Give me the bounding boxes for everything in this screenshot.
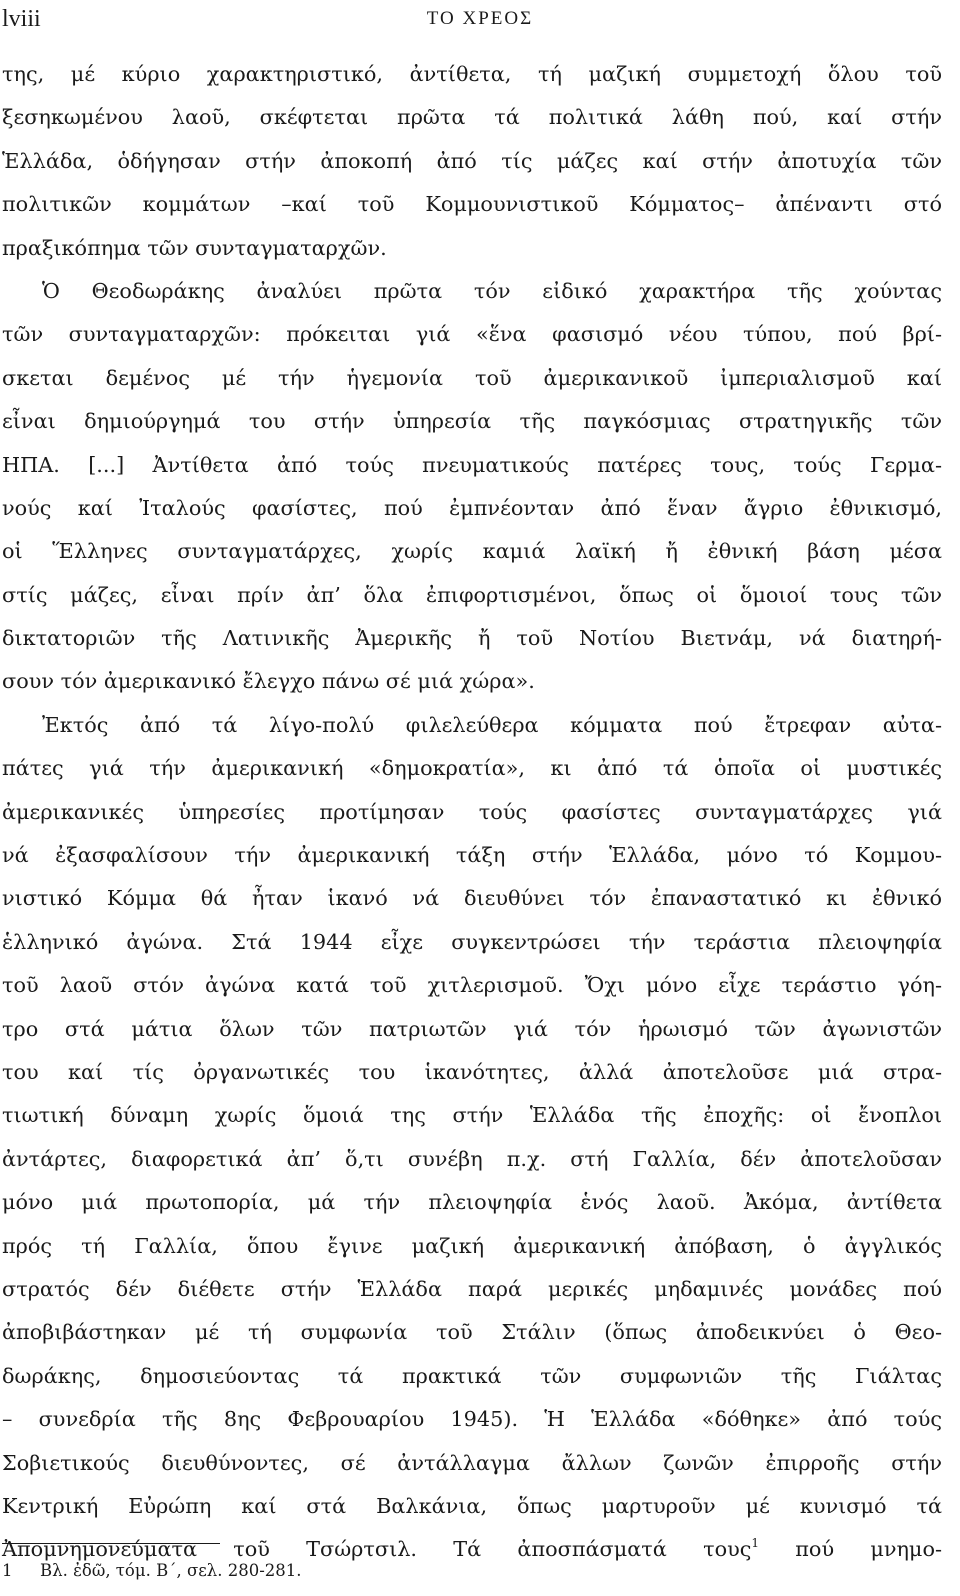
text-line: ἀντάρτες, διαφορετικά ἀπ’ ὅ,τι συνέβη π.χ. στή Γαλλία, δέν ἀποτελοῦσαν [2, 1146, 942, 1171]
text-fragment: Ἀπομνημονεύματα τοῦ Τσώρτσιλ. Τά ἀποσπάσματά τους [2, 1537, 752, 1562]
text-line: σουν τόν ἀμερικανικό ἔλεγχο πάνω σέ μιά χώρα». [2, 669, 535, 694]
text-line: εἶναι δημιούργημά του στήν ὑπηρεσία τῆς παγκόσμιας στρατηγικῆς τῶν [2, 409, 942, 434]
paragraph-first-line: Ἐκτός ἀπό τά λίγο-πολύ φιλελεύθερα κόμματα πού ἔτρεφαν αὐτα- [42, 712, 942, 737]
text-line: πάτες γιά τήν ἀμερικανική «δημοκρατία», κι ἀπό τά ὁποῖα οἱ μυστικές [2, 756, 942, 781]
text-line: δωράκης, δημοσιεύοντας τά πρακτικά τῶν συμφωνιῶν τῆς Γιάλτας [2, 1363, 942, 1388]
text-line: του καί τίς ὀργανωτικές του ἱκανότητες, ἀλλά ἀποτελοῦσε μιά στρα- [2, 1059, 942, 1084]
text-line: στρατός δέν διέθετε στήν Ἑλλάδα παρά μερικές μηδαμινές μονάδες πού [2, 1276, 942, 1301]
text-line: νούς καί Ἰταλούς φασίστες, πού ἐμπνέονταν ἀπό ἕναν ἄγριο ἐθνικισμό, [2, 495, 942, 520]
text-line: τιωτική δύναμη χωρίς ὅμοιά της στήν Ἑλλάδα τῆς ἐποχῆς: οἱ ἔνοπλοι [2, 1103, 942, 1128]
text-line: νιστικό Κόμμα θά ἦταν ἱκανό νά διευθύνει τόν ἐπαναστατικό κι ἐθνικό [2, 886, 942, 911]
footnote-number: 1 [2, 1561, 13, 1580]
text-line: οἱ Ἕλληνες συνταγματάρχες, χωρίς καμιά λαϊκή ἤ ἐθνική βάση μέσα [2, 539, 942, 564]
text-fragment: πού μνημο- [795, 1537, 942, 1562]
text-line: ἀμερικανικές ὑπηρεσίες προτίμησαν τούς φασίστες συνταγματάρχες γιά [2, 799, 942, 824]
text-line: σκεται δεμένος μέ τήν ἡγεμονία τοῦ ἀμερικανικοῦ ἰμπεριαλισμοῦ καί [2, 365, 942, 390]
text-line: – συνεδρία τῆς 8ης Φεβρουαρίου 1945). Ἡ Ἑλλάδα «δόθηκε» ἀπό τούς [2, 1407, 942, 1432]
paragraph-first-line: Ὁ Θεοδωράκης ἀναλύει πρῶτα τόν εἰδικό χαρακτήρα τῆς χούντας [42, 278, 942, 303]
footnote-text: Βλ. ἐδῶ, τόμ. Β΄, σελ. 280-281. [40, 1561, 302, 1580]
running-title: ΤΟ ΧΡΕΟΣ [426, 8, 534, 29]
footnote-reference[interactable]: 1 [751, 1536, 760, 1551]
text-line: ἑλληνικό ἀγώνα. Στά 1944 εἶχε συγκεντρώσει τήν τεράστια πλειοψηφία [2, 929, 942, 954]
text-line: της, μέ κύριο χαρακτηριστικό, ἀντίθετα, τή μαζική συμμετοχή ὅλου τοῦ [2, 62, 942, 86]
footnote-rule [2, 1543, 220, 1544]
text-line: στίς μάζες, εἶναι πρίν ἀπ’ ὅλα ἐπιφορτισμένοι, ὅπως οἱ ὅμοιοί τους τῶν [2, 582, 942, 607]
text-line: Σοβιετικούς διευθύνοντες, σέ ἀντάλλαγμα ἄλλων ζωνῶν ἐπιρροῆς στήν [2, 1450, 942, 1475]
text-line: τῶν συνταγματαρχῶν: πρόκειται γιά «ἕνα φασισμό νέου τύπου, πού βρί- [2, 322, 942, 347]
text-line: πραξικόπημα τῶν συνταγματαρχῶν. [2, 235, 387, 260]
text-line: Κεντρική Εὐρώπη καί στά Βαλκάνια, ὅπως μαρτυροῦν μέ κυνισμό τά [2, 1493, 942, 1518]
text-line: τρο στά μάτια ὅλων τῶν πατριωτῶν γιά τόν ἡρωισμό τῶν ἀγωνιστῶν [2, 1016, 942, 1041]
body-text [2, 53, 942, 1572]
text-line: ἀποβιβάστηκαν μέ τή συμφωνία τοῦ Στάλιν (ὅπως ἀποδεικνύει ὁ Θεο- [2, 1320, 942, 1345]
text-line: Ἑλλάδα, ὁδήγησαν στήν ἀποκοπή ἀπό τίς μάζες καί στήν ἀποτυχία τῶν [2, 148, 942, 173]
text-line: πρός τή Γαλλία, ὅπου ἔγινε μαζική ἀμερικανική ἀπόβαση, ὁ ἀγγλικός [2, 1233, 942, 1258]
text-line: ξεσηκωμένου λαοῦ, σκέφτεται πρῶτα τά πολιτικά λάθη πού, καί στήν [2, 105, 942, 130]
text-line: δικτατοριῶν τῆς Λατινικῆς Ἀμερικῆς ἤ τοῦ Νοτίου Βιετνάμ, νά διατηρή- [2, 626, 942, 651]
footnote [2, 1556, 302, 1586]
text-line: ΗΠΑ. [...] Ἀντίθετα ἀπό τούς πνευματικούς πατέρες τους, τούς Γερμα- [2, 452, 942, 477]
text-line: πολιτικῶν κομμάτων –καί τοῦ Κομμουνιστικοῦ Κόμματος– ἀπέναντι στό [2, 192, 942, 217]
text-line: νά ἐξασφαλίσουν τήν ἀμερικανική τάξη στήν Ἑλλάδα, μόνο τό Κομμου- [2, 843, 942, 868]
text-line: τοῦ λαοῦ στόν ἀγώνα κατά τοῦ χιτλερισμοῦ. Ὄχι μόνο εἶχε τεράστιο γόη- [2, 973, 942, 998]
page-number: lviii [2, 6, 41, 32]
text-line: μόνο μιά πρωτοπορία, μά τήν πλειοψηφία ἑνός λαοῦ. Ἀκόμα, ἀντίθετα [2, 1190, 942, 1215]
running-head [0, 0, 960, 40]
